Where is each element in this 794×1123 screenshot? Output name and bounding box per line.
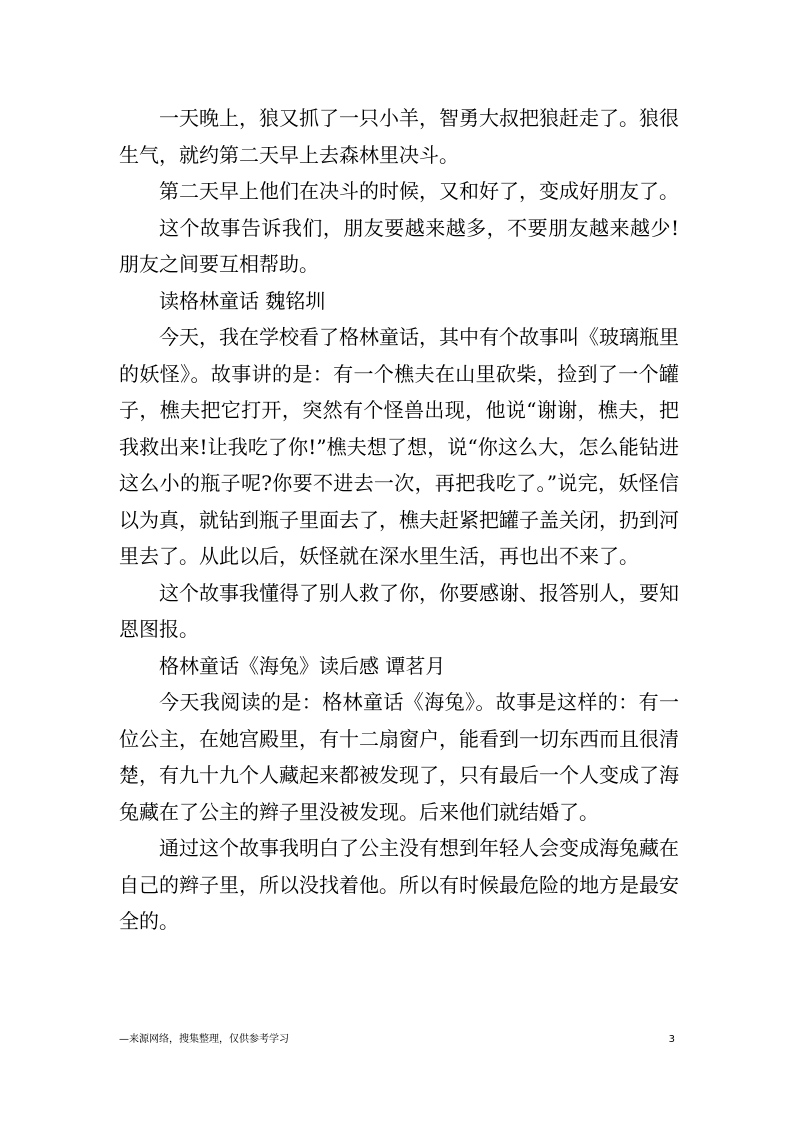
- section-heading: 格林童话《海兔》读后感 谭茗月: [159, 653, 446, 678]
- paragraph: 通过这个故事我明白了公主没有想到年轻人会变成海兔藏在自己的辫子里，所以没找着他。所以有时候最危险的地方是最安全的。: [119, 836, 679, 933]
- page-footer: [119, 1030, 679, 1050]
- paragraph: 这个故事我懂得了别人救了你，你要感谢、报答别人，要知恩图报。: [119, 580, 679, 641]
- paragraph: 一天晚上，狼又抓了一只小羊，智勇大叔把狼赶走了。狼很生气，就约第二天早上去森林里决斗。: [119, 106, 679, 167]
- document-body: [119, 100, 679, 940]
- section-heading: 读格林童话 魏铭圳: [159, 288, 326, 313]
- page-number: 3: [668, 1034, 675, 1045]
- paragraph: 今天，我在学校看了格林童话，其中有个故事叫《玻璃瓶里的妖怪》。故事讲的是：有一个樵夫在山里砍柴，捡到了一个罐子，樵夫把它打开，突然有个怪兽出现，他说“谢谢，樵夫，把我救出来!让我吃了你!”樵夫想了想，说“你这么大，怎么能钻进这么小的瓶子呢?你要不进去一次，再把我吃了。”说完，妖怪信以为真，就钻到瓶子里面去了，樵夫赶紧把罐子盖关闭，扔到河里去了。从此以后，妖怪就在深水里生活，再也出不来了。: [119, 325, 679, 568]
- paragraph: 第二天早上他们在决斗的时候，又和好了，变成好朋友了。: [159, 179, 679, 203]
- paragraph: 这个故事告诉我们，朋友要越来越多，不要朋友越来越少!朋友之间要互相帮助。: [119, 215, 679, 276]
- footer-source-note: —来源网络，搜集整理，仅供参考学习: [119, 1034, 289, 1045]
- paragraph: 今天我阅读的是：格林童话《海兔》。故事是这样的：有一位公主，在她宫殿里，有十二扇窗户，能看到一切东西而且很清楚，有九十九个人藏起来都被发现了，只有最后一个人变成了海兔藏在了公主的辫子里没被发现。后来他们就结婚了。: [119, 690, 679, 824]
